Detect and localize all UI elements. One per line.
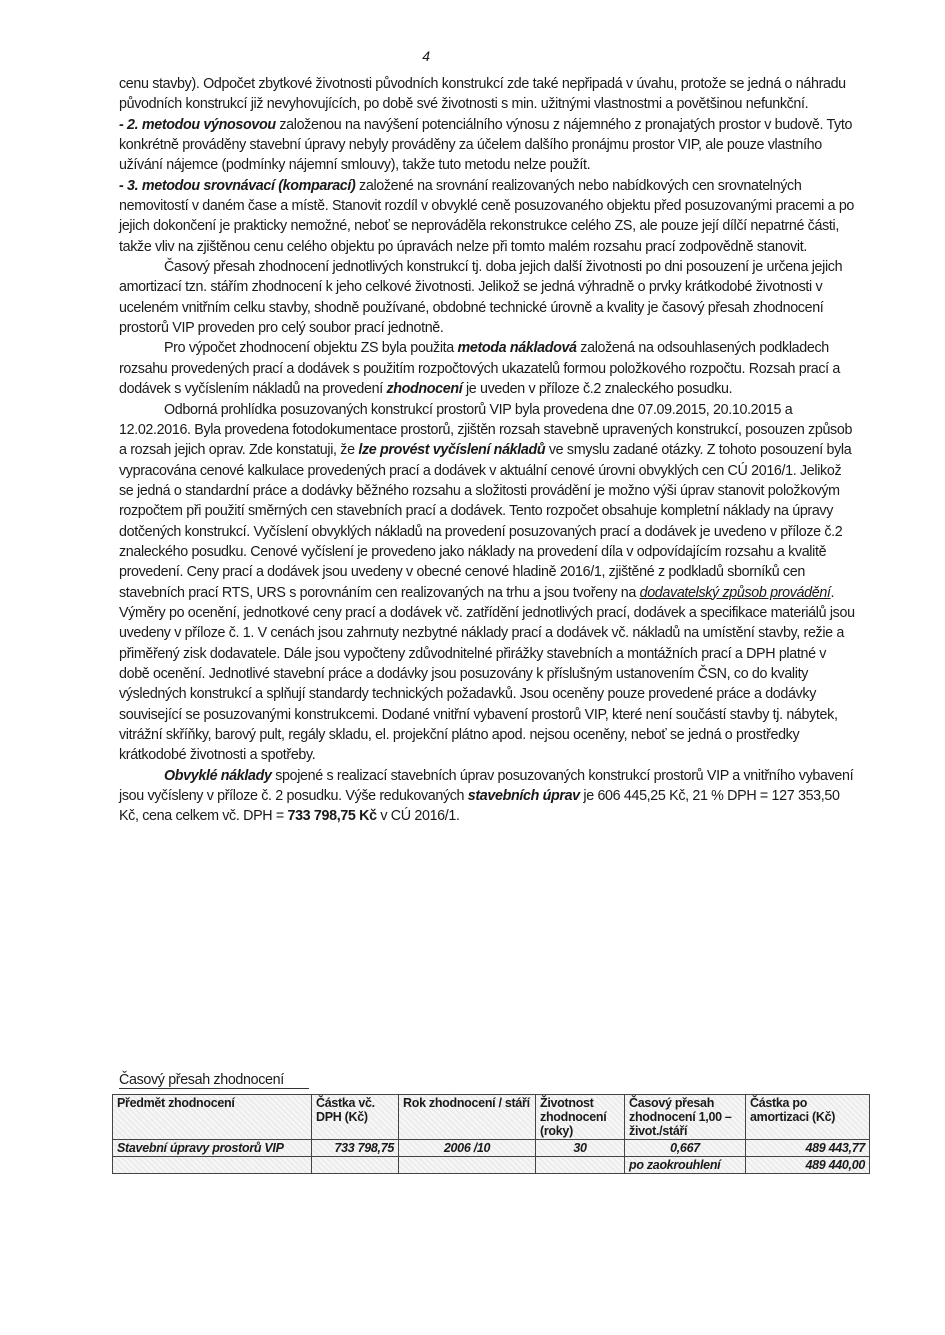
cell-zivotnost: 30 [536,1140,625,1157]
emphasis-stavebnich-uprav: stavebních úprav [467,788,580,805]
cell-castka-po-amortizaci: 489 443,77 [746,1140,870,1157]
text-run: v CÚ 2016/1. [376,808,460,825]
text-run: založená na odsouhlasených podkladech rozsahu provedených prací a dodávek s použitím rozpočtových ukazatelů formou položkového rozpočtu. Rozsah prací a dodávek s vyčíslením nákladů na provedení [119,340,840,398]
cell-empty [399,1157,536,1174]
table-row [113,1140,870,1157]
paragraph-odpocet: cenu stavby). Odpočet zbytkové životnosti původních konstrukcí zde také nepřipadá v úvahu, protože se jedná o náhradu původních konstrukcí již nevyhovujících, po době své životnosti s min. užitnými vlastnostmi a povětšinou nefunkční. [119,76,846,113]
page-number: 4 [422,48,430,64]
cell-empty [536,1157,625,1174]
text-run: Odborná prohlídka posuzovaných konstrukcí prostorů VIP byla provedena dne 07.09.2015, 20.10.2015 a 12.02.2016. Byla provedena fotodokumentace prostorů, zjištěn rozsah stavebně upravených konstrukcí, posouzen způsob a rozsah jejich oprav. Zde konstatuji, že [119,401,853,459]
paragraph-metoda-vynosova [119,115,859,176]
cell-rok: 2006 /10 [399,1140,536,1157]
underlined-dodavatelsky-zpusob: dodavatelský způsob provádění [639,584,831,601]
table-caption: Časový přesah zhodnocení [119,1072,309,1089]
header-casovy-presah: Časový přesah zhodnocení 1,00 –život./stáří [625,1095,746,1140]
text-run: . Výměry po ocenění, jednotkové ceny prací a dodávek vč. zatřídění jednotlivých prací, dodávek a specifikace materiálů jsou uvedeny v příloze č. 1. V cenách jsou zahrnuty nezbytné náklady prací a dodávek vč. nákladů na umístění stavby, režie a přiměřený zisk dodavatele. Dále jsou vypočteny zdůvodnitelné přirážky stavebních a montážních prací a DPH platné v době ocenění. Jednotlivé stavební práce a dodávky jsou posuzovány k příslušným ustanovením ČSN, co do kvality výsledných konstrukcí a splňují standardy technických požadavků. Jsou oceněny pouze provedené práce a dodávky související se posuzovanými konstrukcemi. Dodané vnitřní vybavení prostorů VIP, které není součástí stavby tj. nábytek, vitrážní skříňky, barový pult, regály skladu, el. projekční plátno apod. nejsou oceněny, neboť se jedná o prostředky krátkodobé životnosti a spotřeby. [119,584,855,764]
paragraph-metoda-srovnavaci [119,176,859,257]
cell-casovy-presah: 0,667 [625,1140,746,1157]
paragraph-obvykle-naklady [119,766,859,827]
emphasis-zhodnoceni: zhodnocení [386,381,463,398]
header-castka: Částka vč. DPH (Kč) [312,1095,399,1140]
paragraph-metoda-nakladova [119,338,859,399]
cell-predmet: Stavební úpravy prostorů VIP [113,1140,312,1157]
emphasis-obvykle-naklady: Obvyklé náklady [164,767,272,784]
header-zivotnost: Životnost zhodnocení (roky) [536,1095,625,1140]
text-run: spojené s realizací stavebních úprav posuzovaných konstrukcí prostorů VIP a vnitřního vybavení jsou vyčísleny v příloze č. 2 posudku. Výše redukovaných [119,767,854,805]
document-body [119,74,859,827]
emphasis-metoda-nakladova: metoda nákladová [457,340,577,357]
emphasis-lze-provest: lze provést vyčíslení nákladů [358,442,546,459]
method-text-vynosova: založenou na navýšení potenciálního výnosu z nájemného z pronajatých prostor v budově. Tyto konkrétně prováděny stavební úpravy nebyly prováděny za účelem dalšího pronájmu prostor VIP, ale pouze vlastního užívání nájemce (podmínky nájemní smlouvy), takže tuto metodu nelze použít. [119,116,853,174]
amortization-table [112,1094,870,1174]
text-run: Pro výpočet zhodnocení objektu ZS byla použita [164,340,458,357]
cell-castka: 733 798,75 [312,1140,399,1157]
text-run: je 606 445,25 Kč, 21 % DPH = 127 353,50 Kč, cena celkem vč. DPH = [119,788,840,825]
header-castka-po-amortizaci: Částka po amortizaci (Kč) [746,1095,870,1140]
cell-empty [113,1157,312,1174]
method-heading-srovnavaci: - 3. metodou srovnávací (komparací) [119,177,356,194]
paragraph-casovy-presah: Časový přesah zhodnocení jednotlivých konstrukcí tj. doba jejich další životnosti po dni posouzení je určena jejich amortizací tzn. stářím zhodnocení k jeho celkové životnosti. Jelikož se jedná výhradně o prvky krátkodobé životnosti v uceleném vnitřním celku stavby, shodně používané, obdobné technické úrovně a kvality je časový přesah zhodnocení prostorů VIP proveden pro celý soubor prací jednotně. [119,259,843,337]
cell-empty [312,1157,399,1174]
text-run: ve smyslu zadané otázky. Z tohoto posouzení byla vypracována cenové kalkulace provedených prací a dodávek v aktuální cenové úrovni obvyklých cen CÚ 2016/1. Jelikož se jedná o standardní práce a dodávky běžného rozsahu a složitosti provádění je možno výši úprav stanovit položkovým rozpočtem při použití směrných cen stavebních prací a dodávek. Tento rozpočet obsahuje kompletní náklady na úpravy dotčených konstrukcí. Vyčíslení obvyklých nákladů na provedení posuzovaných prací a dodávek je uvedeno v příloze č.2 znaleckého posudku. Cenové vyčíslení je provedeno jako náklady na provedení díla v odpovídajícím rozsahu a kvalitě provedení. Ceny prací a dodávek jsou uvedeny v obecné cenové hladině 2016/1, zjištěné z podkladů sborníků cen stavebních prací RTS, URS s porovnáním cen realizovaných na trhu a jsou tvořeny na [119,442,852,601]
header-predmet: Předmět zhodnocení [113,1095,312,1140]
method-heading-vynosova: - 2. metodou výnosovou [119,116,276,133]
text-run: je uveden v příloze č.2 znaleckého posudku. [462,381,733,398]
method-text-srovnavaci: založené na srovnání realizovaných nebo nabídkových cen srovnatelných nemovitostí v daném čase a místě. Stanovit rozdíl v obvyklé ceně posuzovaného objektu před posuzovanými pracemi a po jejich dokončení je prakticky nemožné, neboť se neprováděla rekonstrukce celého ZS, ale pouze její dílčí nepatrné části, takže vliv na zjištěnou cenu celého objektu po úpravách nelze při tomto malém rozsahu prací zodpovědně stanovit. [119,177,855,255]
header-rok: Rok zhodnocení / stáří [399,1095,536,1140]
table-row-rounded [113,1157,870,1174]
table-header-row [113,1095,870,1140]
cell-po-zaokrouhleni-value: 489 440,00 [746,1157,870,1174]
cell-po-zaokrouhleni-label: po zaokrouhlení [625,1157,746,1174]
paragraph-prohlidka [119,400,859,766]
total-amount: 733 798,75 Kč [287,808,377,825]
